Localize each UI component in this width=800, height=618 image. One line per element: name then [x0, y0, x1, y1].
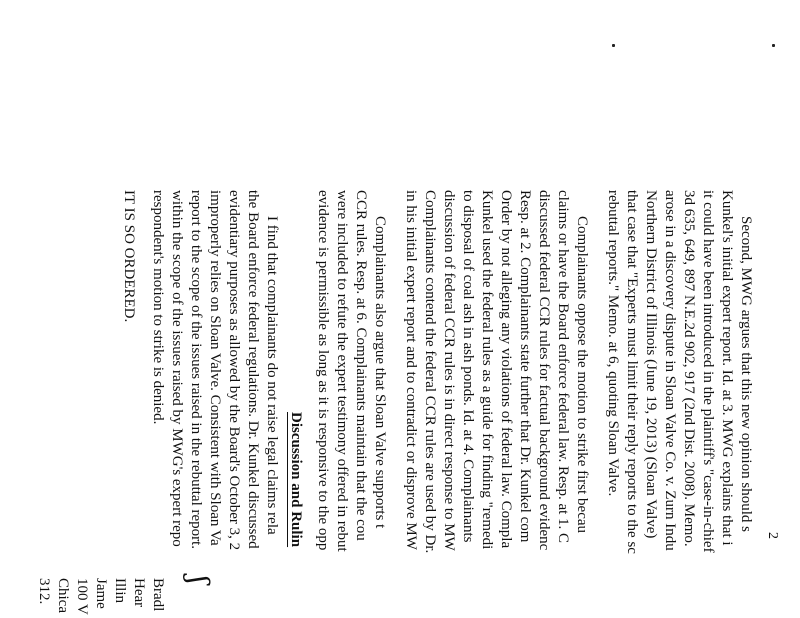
- paragraph-1-line: Northern District of Illinois (June 19, 2013) (Sloan Valve): [643, 190, 659, 539]
- paragraph-4-line: report to the scope of the issues raised in the rebuttal report.: [188, 190, 204, 550]
- paragraph-1-line: it could have been introduced in the plaintiff's "case-in-chief: [700, 190, 716, 553]
- paragraph-2-line: Kunkel used the federal rules as a guide for finding "remedi: [479, 190, 495, 550]
- paragraph-4-line: evidentiary purposes as allowed by the Board's October 3, 2: [226, 190, 242, 551]
- signature-line: 100 V: [74, 578, 90, 615]
- paragraph-1-line: that case that "Experts must limit their reply reports to the sc: [624, 190, 640, 554]
- paragraph-2-line: to disposal of coal ash in ash ponds. Id. at 4. Complainants: [460, 190, 476, 543]
- paragraph-2-line: in his initial expert report and to contradict or disprove MW: [403, 190, 419, 550]
- paragraph-2-line: Order by not alleging any violations of federal law. Compla: [498, 190, 514, 549]
- paragraph-1-line: Kunkel's initial expert report. Id. at 3. MWG explains that i: [719, 190, 735, 546]
- paragraph-2-line: discussion of federal CCR rules is in direct response to MW: [441, 190, 457, 551]
- signature-line: Illin: [112, 578, 128, 603]
- paragraph-3-line: evidence is permissible as long as it is responsive to the opp: [315, 190, 331, 551]
- paragraph-3-line: Complainants also argue that Sloan Valve supports t: [372, 216, 388, 529]
- closing-order: IT IS SO ORDERED.: [121, 190, 137, 323]
- scan-speck: [772, 44, 775, 47]
- paragraph-2-line: Complainants contend the federal CCR rules are used by Dr.: [422, 190, 438, 554]
- paragraph-2-line: Resp. at 2. Complainants state further that Dr. Kunkel com: [517, 190, 533, 543]
- paragraph-4-line: improperly relies on Sloan Valve. Consistent with Sloan Va: [207, 190, 223, 546]
- section-heading: Discussion and Rulin: [288, 412, 304, 548]
- paragraph-1-line: Second, MWG argues that this new opinion should s: [738, 216, 754, 532]
- signature-line: 312.: [36, 578, 52, 605]
- signature-scribble: ʃ: [181, 576, 215, 584]
- page-number: 2: [765, 532, 780, 539]
- scan-speck: [612, 44, 615, 47]
- paragraph-1-line: 3d 635, 649, 897 N.E.2d 902, 917 (2nd Dist. 2008). Memo.: [681, 190, 697, 547]
- signature-line: Hear: [131, 578, 147, 608]
- paragraph-4-line: I find that complainants do not raise legal claims rela: [264, 216, 280, 535]
- paragraph-2-line: discussed federal CCR rules for factual background evidenc: [536, 190, 552, 551]
- signature-line: Bradl: [150, 578, 166, 612]
- signature-line: Chica: [55, 578, 71, 613]
- paragraph-4-line: respondent's motion to strike is denied.: [150, 190, 166, 425]
- paragraph-3-line: CCR rules. Resp. at 6. Complainants maintain that the cou: [353, 190, 369, 541]
- paragraph-1-line: arose in a discovery dispute in Sloan Valve Co. v. Zurn Indu: [662, 190, 678, 551]
- paragraph-3-line: were included to refute the expert testimony offered in rebut: [334, 190, 350, 552]
- paragraph-4-line: the Board enforce federal regulations. Dr. Kunkel discussed: [245, 190, 261, 549]
- paragraph-4-line: within the scope of the issues raised by MWG's expert repo: [169, 190, 185, 547]
- paragraph-2-line: Complainants oppose the motion to strike first becau: [574, 216, 590, 534]
- paragraph-1-line: rebuttal reports." Memo. at 6, quoting Sloan Valve.: [605, 190, 621, 497]
- signature-line: Jame: [93, 578, 109, 609]
- paragraph-2-line: claims or have the Board enforce federal law. Resp. at 1. C: [555, 190, 571, 544]
